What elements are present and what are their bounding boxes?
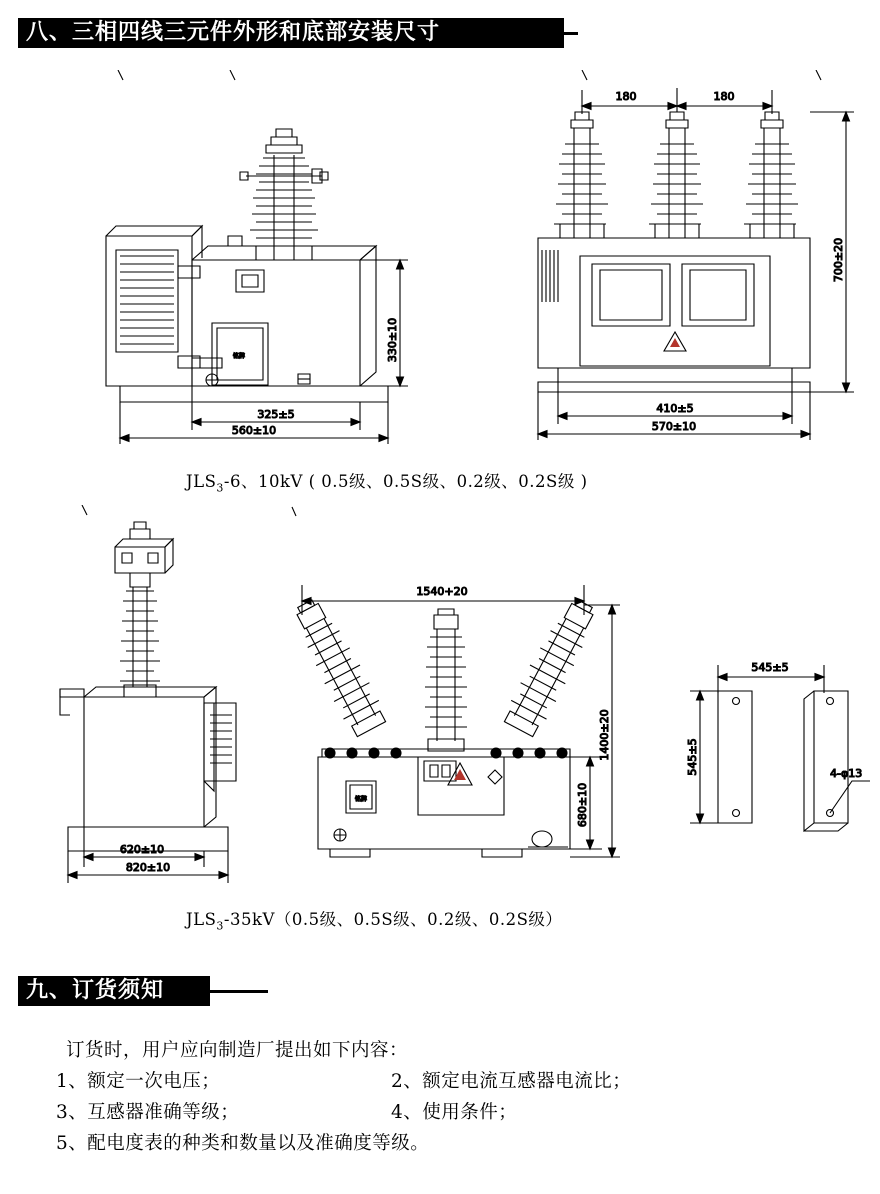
dim-1540: 1540+20 [416,585,468,598]
section-heading-8-label: 八、三相四线三元件外形和底部安装尺寸 [26,20,441,45]
order-item-1: 1、额定一次电压； [56,1071,221,1092]
section-heading-9-bar [18,976,210,1006]
section-heading-8-rule [564,32,578,35]
order-item-3: 3、互感器准确等级； [56,1102,240,1123]
dim-680: 680±10 [576,782,589,828]
dim-545-h: 545±5 [751,661,789,674]
nameplate-text-2: 铭牌 [355,796,368,803]
order-item-5: 5、配电度表的种类和数量以及准确度等级。 [56,1133,430,1154]
dim-545-v: 545±5 [686,738,699,776]
figure2-caption [186,906,562,932]
figure1-caption-sub: 3 [216,481,224,495]
section-heading-9-rule [210,990,268,993]
section-heading-8-bar [18,18,564,48]
dim-325: 325±5 [257,408,295,421]
dim-hole-callout: 4-φ13 [830,767,863,780]
order-notice-row-2 [56,1097,862,1128]
order-item-4: 4、使用条件； [391,1102,518,1123]
dim-700: 700±20 [832,237,845,283]
figure2-caption-rest: -35kV（0.5级、0.5S级、0.2级、0.2S级） [223,910,563,929]
order-notice-row-1 [56,1066,862,1097]
dim-820: 820±10 [125,861,171,874]
dim-410: 410±5 [656,402,694,415]
nameplate-text-1: 铭牌 [233,353,246,360]
section-heading-8 [18,18,578,48]
figure-jls3-6-10kv [60,70,860,460]
figure2-caption-prefix: JLS [186,910,217,929]
order-notice [18,1035,862,1159]
dim-570: 570±10 [651,420,697,433]
dim-330: 330±10 [386,317,399,363]
dim-180-left: 180 [615,90,637,103]
order-notice-lead: 订货时，用户应向制造厂提出如下内容： [66,1040,409,1061]
section-heading-9 [18,976,268,1006]
figure2-caption-sub: 3 [216,919,224,933]
dim-620: 620±10 [119,843,165,856]
section-heading-9-label: 九、订货须知 [26,978,165,1003]
figure-jls3-35kv [30,505,870,895]
dim-560: 560±10 [231,424,277,437]
figure1-caption [186,468,588,494]
dim-1400: 1400±20 [598,709,611,761]
figure1-caption-rest: -6、10kV ( 0.5级、0.5S级、0.2级、0.2S级 ) [223,472,588,491]
figure1-caption-prefix: JLS [186,472,217,491]
dim-180-right: 180 [713,90,735,103]
order-item-2: 2、额定电流互感器电流比； [391,1071,632,1092]
